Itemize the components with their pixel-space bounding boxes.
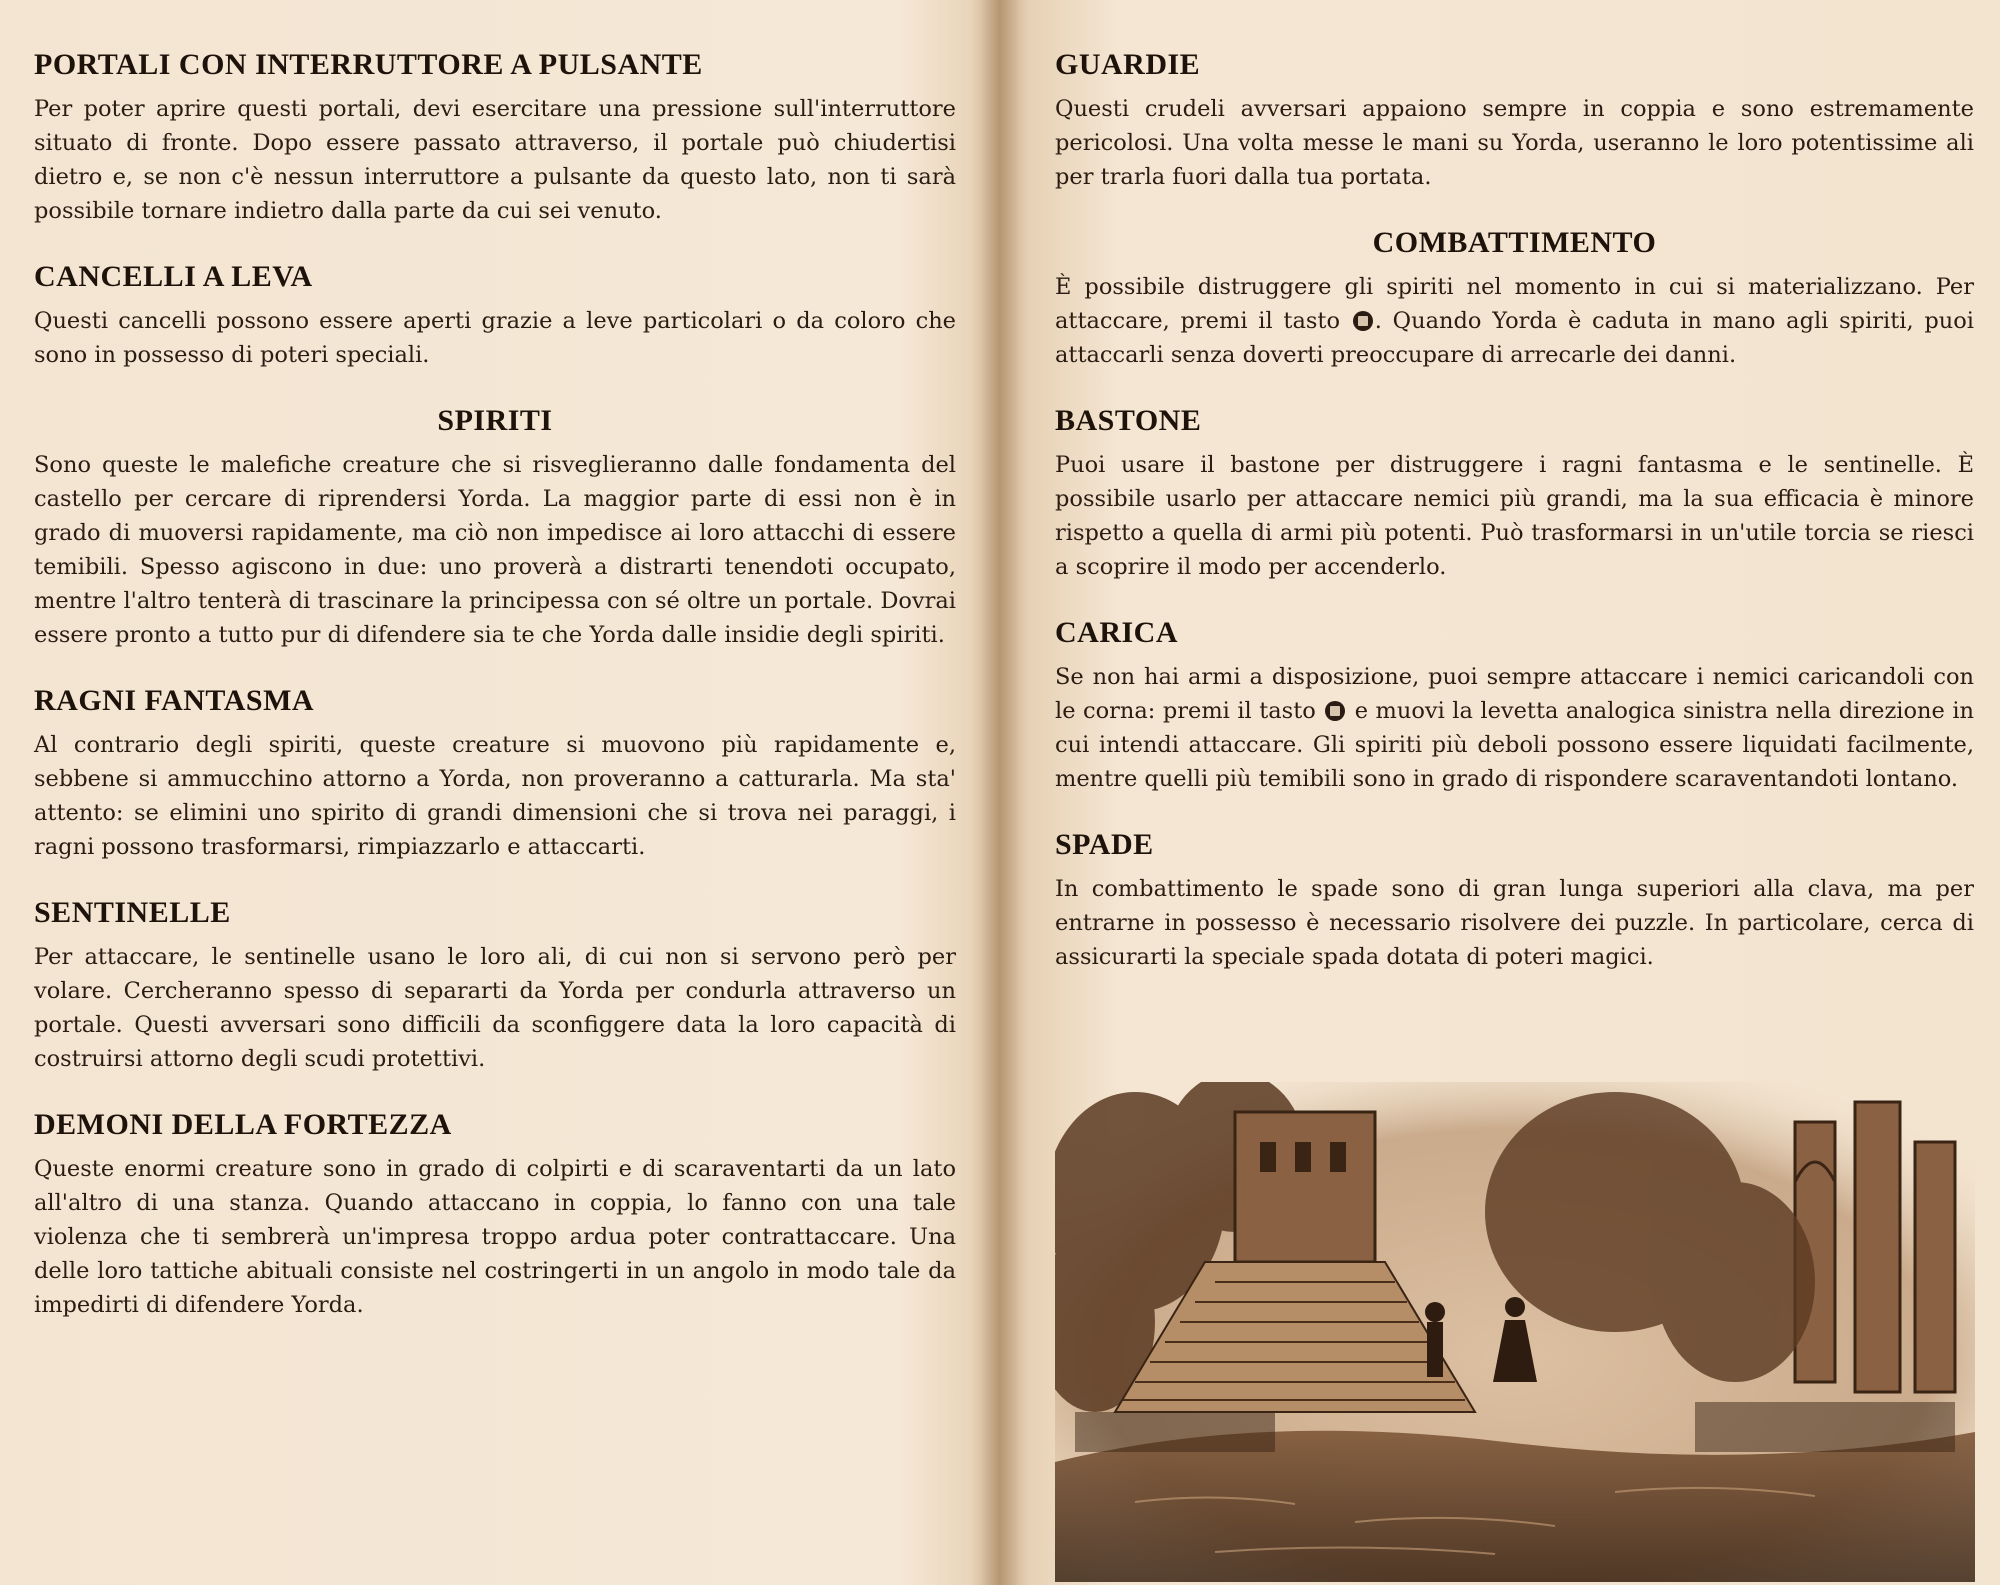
square-button-icon [1325, 701, 1345, 721]
heading-demoni: DEMONI DELLA FORTEZZA [34, 1108, 452, 1141]
body-combattimento-part-a: È possibile distruggere gli spiriti nel momento in cui si materializzano. Per attaccare, premi il tasto [1055, 274, 1974, 334]
body-cancelli: Questi cancelli possono essere aperti grazie a leve particolari o da coloro che sono in possesso di poteri speciali. [34, 308, 956, 368]
body-guardie: Questi crudeli avversari appaiono sempre in coppia e sono estremamente pericolosi. Una volta messe le mani su Yorda, useranno le loro potentissime ali per trarla fuori dalla tua portata. [1055, 96, 1974, 190]
body-portali: Per poter aprire questi portali, devi esercitare una pressione sull'interruttore situato di fronte. Dopo essere passato attraverso, il portale può chiudertisi dietro e, se non c'è nessun interruttore a pulsante da questo lato, non ti sarà possibile tornare indietro dalla parte da cui sei venuto. [34, 96, 956, 224]
body-combattimento [1055, 270, 1974, 372]
section-cancelli [34, 260, 956, 372]
body-bastone: Puoi usare il bastone per distruggere i ragni fantasma e le sentinelle. È possibile usarlo per attaccare nemici più grandi, ma la sua efficacia è minore rispetto a quella di armi più potenti. Può trasformarsi in un'utile torcia se riesci a scoprire il modo per accenderlo. [1055, 452, 1974, 580]
body-carica [1055, 660, 1974, 796]
heading-ragni: RAGNI FANTASMA [34, 684, 315, 717]
section-bastone [1055, 404, 1974, 584]
heading-bastone: BASTONE [1055, 404, 1202, 437]
body-demoni: Queste enormi creature sono in grado di colpirti e di scaraventarti da un lato all'altro di una stanza. Quando attaccano in coppia, lo fanno con una tale violenza che ti sembrerà un'impresa troppo ardua poter contrattaccare. Una delle loro tattiche abituali consiste nel costringerti in un angolo in modo tale da impedirti di difendere Yorda. [34, 1156, 956, 1318]
body-ragni: Al contrario degli spiriti, queste creature si muovono più rapidamente e, sebbene si ammucchino attorno a Yorda, non proveranno a catturarla. Ma sta' attento: se elimini uno spirito di grandi dimensioni che si trova nei paraggi, i ragni possono trasformarsi, rimpiazzarlo e attaccarti. [34, 732, 956, 860]
heading-sentinelle: SENTINELLE [34, 896, 231, 929]
section-sentinelle [34, 896, 956, 1076]
heading-guardie: GUARDIE [1055, 48, 1201, 81]
section-demoni [34, 1108, 956, 1322]
section-ragni [34, 684, 956, 864]
sepia-castle-illustration [1055, 1082, 1975, 1582]
heading-cancelli: CANCELLI A LEVA [34, 260, 313, 293]
square-button-icon [1353, 311, 1373, 331]
section-carica [1055, 616, 1974, 796]
section-combattimento [1055, 226, 1974, 372]
heading-combattimento: COMBATTIMENTO [1372, 226, 1657, 259]
body-spade: In combattimento le spade sono di gran lunga superiori alla clava, ma per entrarne in possesso è necessario risolvere dei puzzle. In particolare, cerca di assicurarti la speciale spada dotata di poteri magici. [1055, 876, 1974, 970]
heading-spade: SPADE [1055, 828, 1154, 861]
body-spiriti: Sono queste le malefiche creature che si risveglieranno dalle fondamenta del castello per cercare di riprendersi Yorda. La maggior parte di essi non è in grado di muoversi rapidamente, ma ciò non impedisce ai loro attacchi di essere temibili. Spesso agiscono in due: uno proverà a distrarti tenendoti occupato, mentre l'altro tenterà di trascinare la principessa con sé oltre un portale. Dovrai essere pronto a tutto pur di difendere sia te che Yorda dalle insidie degli spiriti. [34, 452, 956, 648]
section-portali [34, 48, 956, 228]
body-carica-part-b: e muovi la levetta analogica sinistra nella direzione in cui intendi attaccare. Gli spiriti più deboli possono essere liquidati facilmente, mentre quelli più temibili sono in grado di rispondere scaraventandoti lontano. [1055, 698, 1975, 792]
body-carica-part-a: Se non hai armi a disposizione, puoi sempre attaccare i nemici caricandoli con le corna: premi il tasto [1055, 664, 1974, 724]
body-sentinelle: Per attaccare, le sentinelle usano le loro ali, di cui non si servono però per volare. Cercheranno spesso di separarti da Yorda per condurla attraverso un portale. Questi avversari sono difficili da sconfiggere data la loro capacità di costruirsi attorno degli scudi protettivi. [34, 944, 956, 1072]
heading-spiriti: SPIRITI [437, 404, 553, 437]
body-combattimento-part-b: . Quando Yorda è caduta in mano agli spiriti, puoi attaccarli senza doverti preoccupare di arrecarle dei danni. [1055, 308, 1974, 368]
heading-carica: CARICA [1055, 616, 1178, 649]
section-spade [1055, 828, 1974, 974]
heading-portali: PORTALI CON INTERRUTTORE A PULSANTE [34, 48, 703, 81]
section-spiriti [34, 404, 956, 652]
section-guardie [1055, 48, 1974, 194]
